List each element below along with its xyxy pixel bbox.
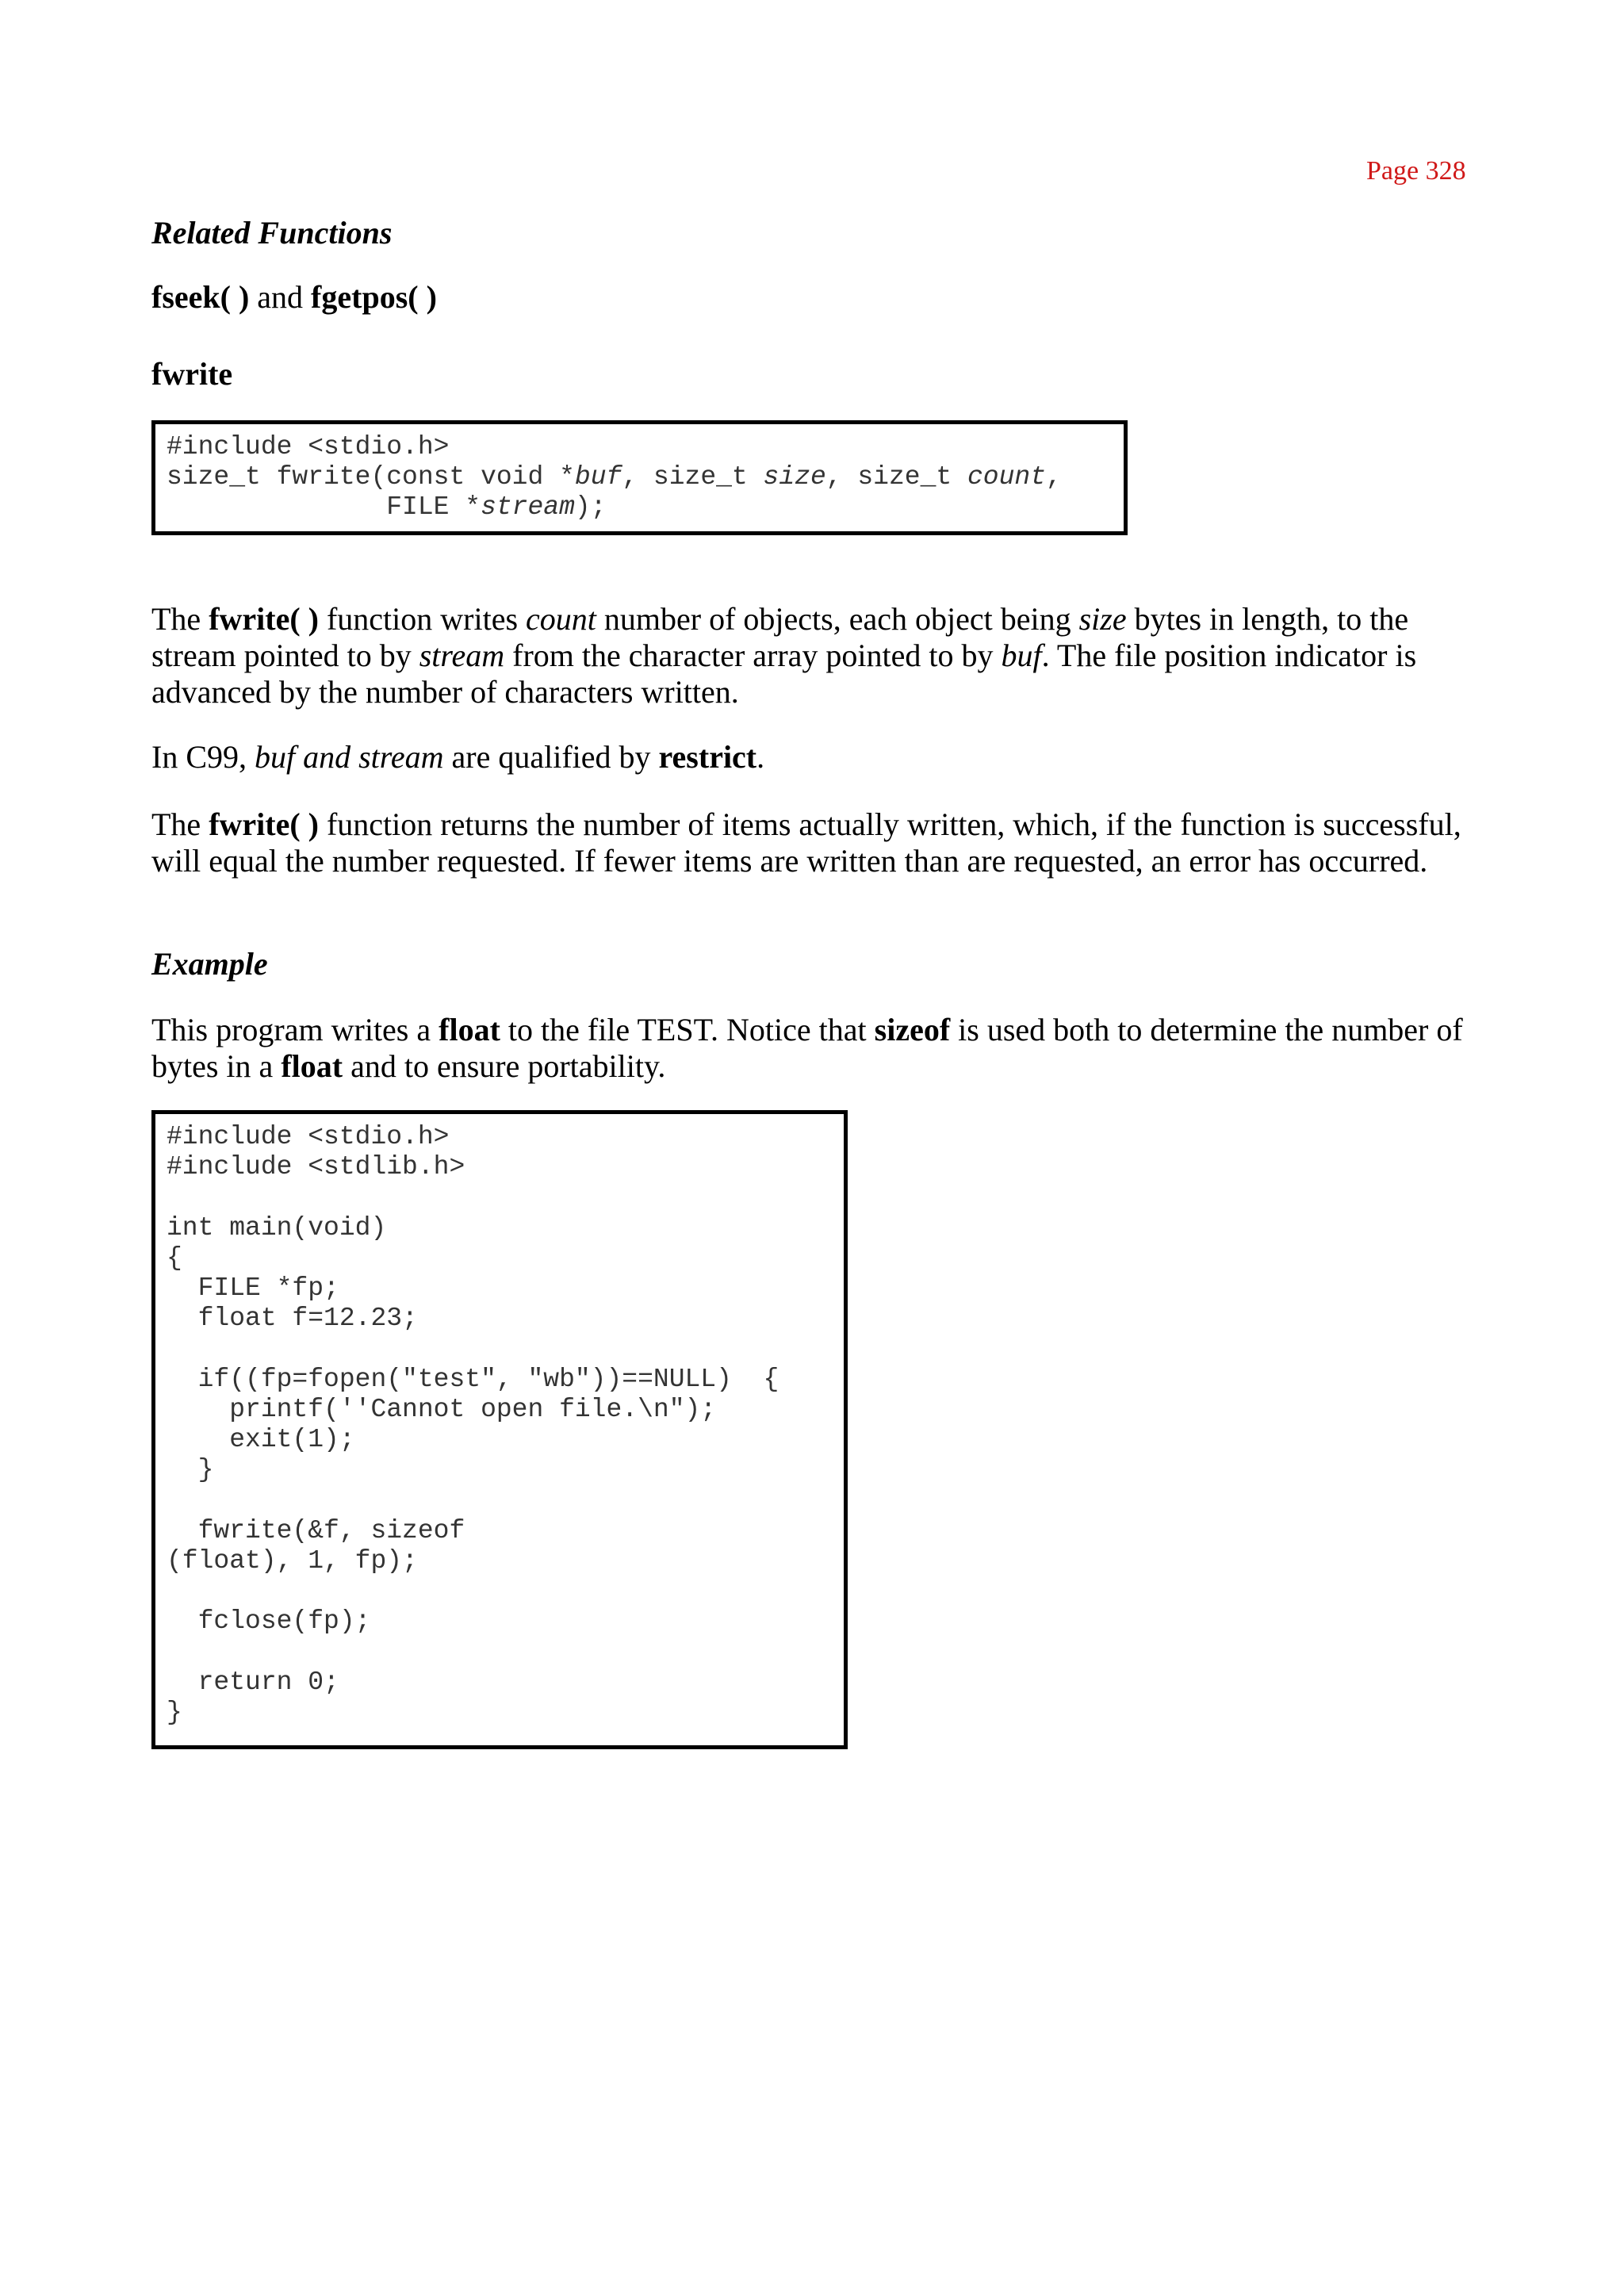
page-number: Page 328 [1366,156,1466,186]
param-stream: stream [481,492,575,523]
example-code-box [151,1110,848,1749]
related-functions-heading: Related Functions [151,215,393,251]
synopsis-line-1: #include <stdio.h> [167,432,450,461]
related-conj: and [249,279,312,315]
description-paragraph-2: In C99, buf and stream are qualified by restrict. [151,739,765,775]
function-name-heading: fwrite [151,356,233,392]
synopsis-code: #include <stdio.h> size_t fwrite(const void *buf, size_t size, size_t count, FILE *stream); [167,432,1062,523]
param-buf: buf [574,462,622,492]
param-count: count [967,462,1047,492]
related-functions-list [151,278,437,316]
description-paragraph-1: The fwrite( ) function writes count number of objects, each object being size bytes in length, to the stream pointed to by stream from the character array pointed to by buf. The file position indicator is advanced by the number of characters written. [151,601,1417,710]
example-paragraph: This program writes a float to the file TEST. Notice that sizeof is used both to determine the number of bytes in a float and to ensure portability. [151,1012,1463,1084]
related-func-fseek: fseek( ) [151,279,250,315]
param-size: size [763,462,826,492]
synopsis-code-box [151,420,1128,535]
related-func-fgetpos: fgetpos( ) [311,279,437,315]
example-code: #include <stdio.h> #include <stdlib.h> int main(void) { FILE *fp; float f=12.23; if((fp=fopen("test", "wb"))==NULL) { printf(''Cannot open file.\n"); exit(1); } fwrite(&f, sizeof (float), 1, fp); fclose(fp); return 0; } [167,1122,779,1727]
example-heading: Example [151,946,268,982]
description-paragraph-3: The fwrite( ) function returns the number of items actually written, which, if the function is successful, will equal the number requested. If fewer items are written than are requested, an error has occurred. [151,806,1461,879]
